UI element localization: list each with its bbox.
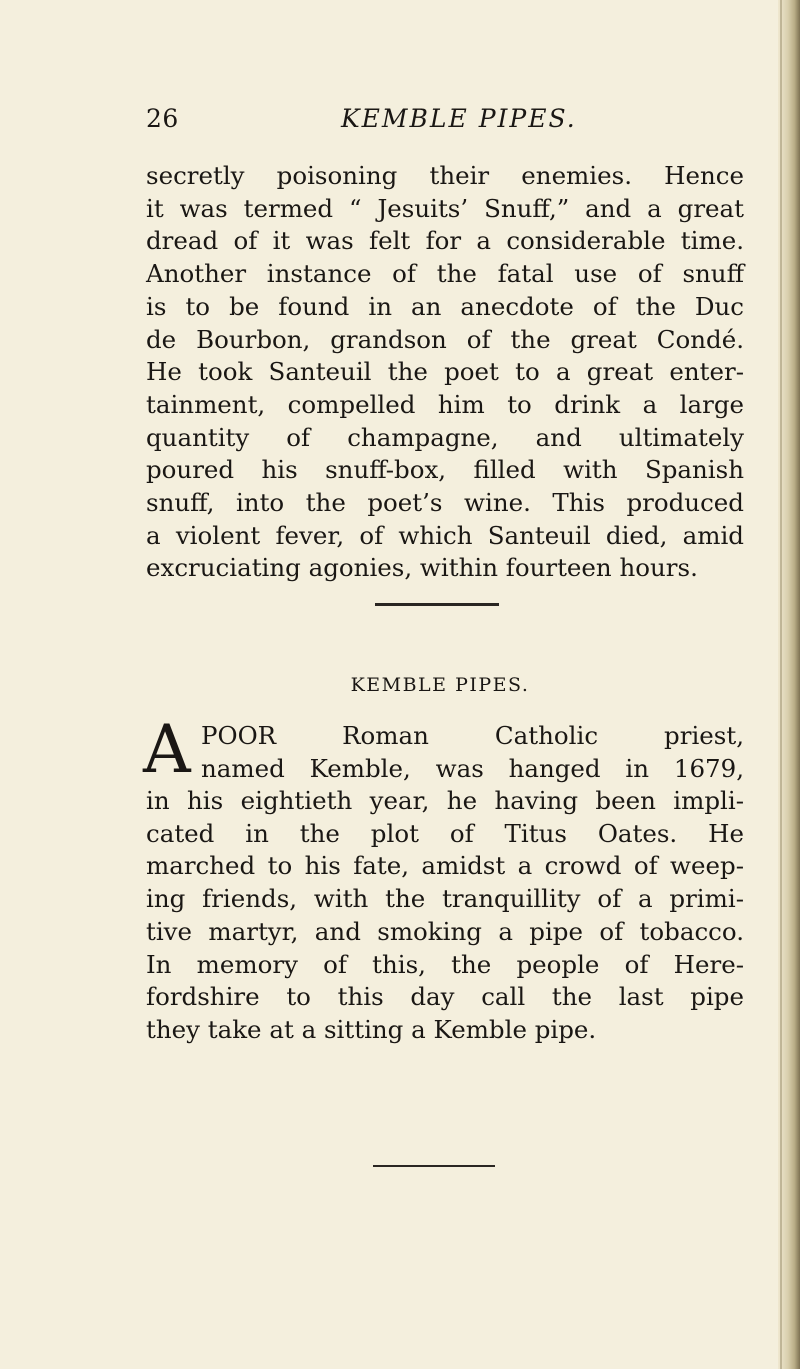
text-line: POOR Roman Catholic priest,: [201, 721, 744, 750]
section-heading: KEMBLE PIPES.: [350, 674, 530, 696]
running-head: [0, 104, 800, 144]
text-line: tive martyr, and smoking a pipe of tobacco.: [146, 916, 744, 946]
text-line: a violent fever, of which Santeuil died, amid: [146, 520, 744, 550]
text-line: secretly poisoning their enemies. Hence: [146, 161, 744, 190]
drop-cap: A: [143, 711, 191, 788]
text-line: cated in the plot of Titus Oates. He: [146, 818, 744, 848]
end-divider: [373, 1165, 495, 1167]
text-line: Another instance of the fatal use of snuff: [146, 259, 744, 289]
text-line: they take at a sitting a Kemble pipe.: [146, 1014, 597, 1044]
text-line: ing friends, with the tranquillity of a primi-: [146, 884, 744, 914]
text-line: dread of it was felt for a considerable time.: [146, 226, 744, 256]
running-title: KEMBLE PIPES.: [341, 104, 577, 133]
text-line: excruciating agonies, within fourteen hours.: [146, 553, 698, 583]
text-line: marched to his fate, amidst a crowd of weep-: [146, 851, 744, 881]
page-number: 26: [146, 104, 179, 133]
text-line: named Kemble, was hanged in 1679,: [201, 753, 744, 783]
text-line: poured his snuff-box, filled with Spanish: [146, 455, 744, 485]
text-line: it was termed “ Jesuits’ Snuff,” and a great: [146, 193, 744, 223]
section-paragraph: [146, 785, 744, 1047]
text-line: in his eightieth year, he having been impli-: [146, 786, 744, 815]
text-line: snuff, into the poet’s wine. This produced: [146, 488, 744, 518]
text-line: de Bourbon, grandson of the great Condé.: [146, 324, 744, 354]
text-line: He took Santeuil the poet to a great enter-: [146, 357, 744, 387]
text-line: is to be found in an anecdote of the Duc: [146, 291, 744, 321]
text-line: In memory of this, the people of Here-: [146, 949, 744, 979]
text-line: tainment, compelled him to drink a large: [146, 389, 744, 419]
text-line: quantity of champagne, and ultimately: [146, 422, 744, 452]
continued-paragraph: [146, 160, 744, 585]
section-divider: [375, 603, 499, 606]
text-line: fordshire to this day call the last pipe: [146, 982, 744, 1012]
opening-lines: [201, 720, 744, 785]
